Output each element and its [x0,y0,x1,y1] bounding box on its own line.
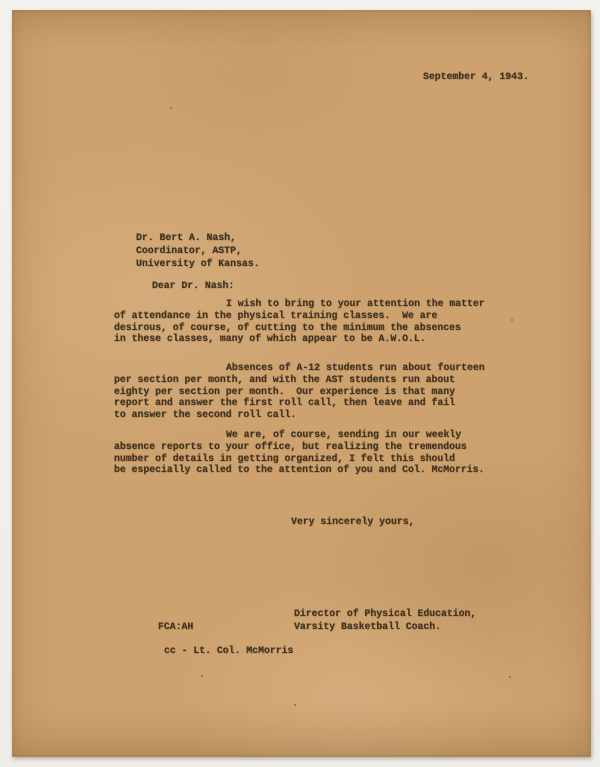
letter-date [423,71,529,83]
cc-line [164,645,293,657]
paragraph-line: be especially called to the attention of you and Col. McMorris. [114,464,485,476]
recipient-address [136,231,259,270]
typist-initials [158,621,193,633]
body-paragraph-3 [114,429,484,476]
date-text: September 4, 1943. [423,71,529,82]
salutation-text: Dear Dr. Nash: [152,280,235,291]
paragraph-line: of attendance in the physical training classes. We are [114,309,438,321]
typist-initials-text: FCA:AH [158,621,194,632]
body-paragraph-1 [114,298,485,345]
paper-speck [294,704,296,706]
letter-page [12,10,591,757]
body-paragraph-2 [114,362,485,421]
signature-title-line1: Director of Physical Education, [294,608,477,619]
paragraph-line: absence reports to your office, but realizing the tremendous [114,440,467,452]
paragraph-line: We are, of course, sending in our weekly [226,429,462,440]
closing-text: Very sincerely yours, [291,516,415,527]
paper-speck [170,107,172,109]
paragraph-line: to answer the second roll call. [114,409,297,421]
signature-title-line2: Varsity Basketball Coach. [294,620,441,632]
paper-speck [511,319,513,321]
paragraph-line: Absences of A-12 students run about fourteen [226,362,485,373]
paragraph-line: eighty per section per month. Our experience is that many [114,385,455,397]
salutation [152,280,234,292]
paragraph-line: report and answer the first roll call, then leave and fail [114,397,455,409]
paragraph-line: per section per month, and with the AST students run about [114,373,455,385]
paper-speck [201,675,203,677]
recipient-name: Dr. Bert A. Nash, [136,232,236,243]
paragraph-line: in these classes, many of which appear to be A.W.O.L. [114,333,426,345]
paragraph-line: number of details in getting organized, I felt this should [114,452,455,464]
recipient-title: Coordinator, ASTP, [136,245,242,256]
recipient-institution: University of Kansas. [136,258,260,269]
signature-block [294,608,476,633]
complimentary-close [291,516,414,528]
paper-speck [509,676,511,678]
paragraph-line: I wish to bring to your attention the matter [226,298,485,309]
paragraph-line: desirous, of course, of cutting to the minimum the absences [114,321,461,333]
cc-text: cc - Lt. Col. McMorris [164,645,294,656]
